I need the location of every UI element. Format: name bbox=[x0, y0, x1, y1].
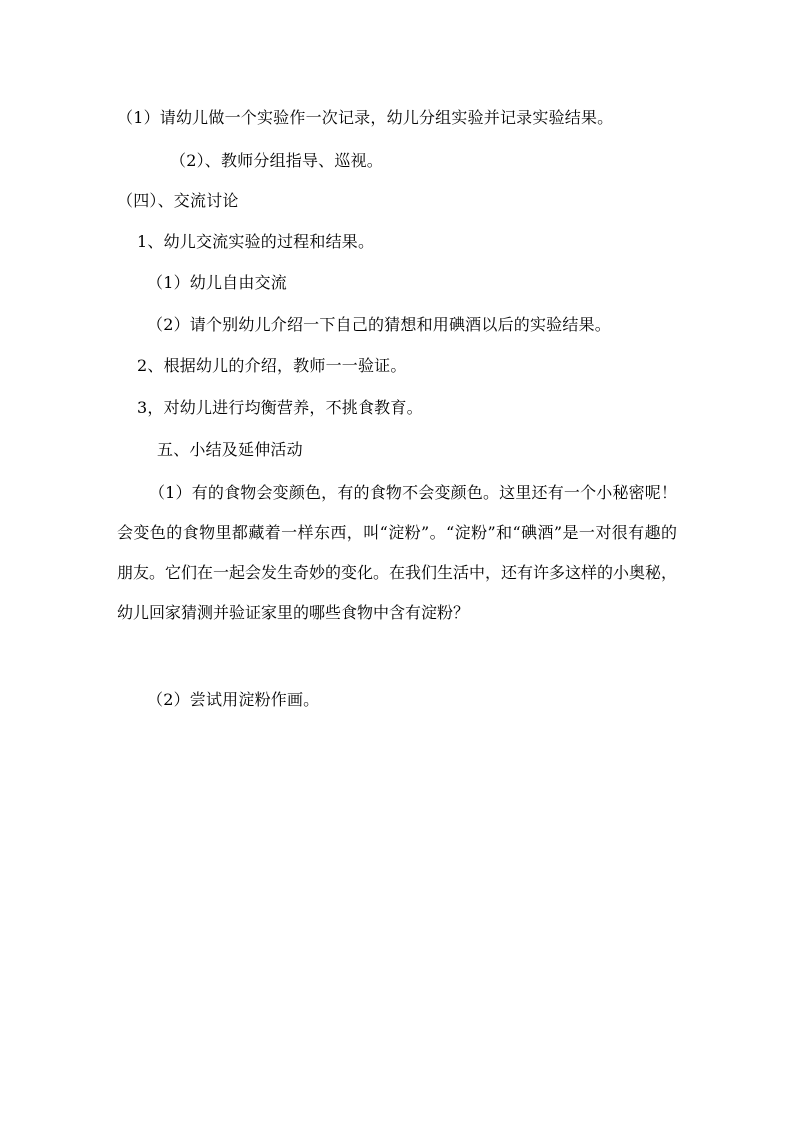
subitem-individual-introduction: （2）请个别幼儿介绍一下自己的猜想和用碘酒以后的实验结果。 bbox=[147, 315, 611, 334]
section-heading-summary: 五、小结及延伸活动 bbox=[157, 440, 303, 459]
extension-activity-line: （2）尝试用淀粉作画。 bbox=[147, 690, 320, 709]
section-heading-discussion: （四）、交流讨论 bbox=[117, 191, 239, 210]
step-record-experiment: （1）请幼儿做一个实验作一次记录，幼儿分组实验并记录实验结果。 bbox=[117, 108, 614, 127]
item-nutrition-education: 3，对幼儿进行均衡营养，不挑食教育。 bbox=[137, 398, 423, 417]
summary-paragraph: （1）有的食物会变颜色，有的食物不会变颜色。这里还有一个小秘密呢！会变色的食物里都藏着一样东西，叫“淀粉”。“淀粉”和“碘酒”是一对很有趣的朋友。它们在一起会发生奇妙的变化。在我们生活中，还有许多这样的小奥秘，幼儿回家猜测并验证家里的哪些食物中含有淀粉？ bbox=[117, 483, 678, 622]
subitem-free-exchange: （1）幼儿自由交流 bbox=[147, 273, 287, 292]
step-teacher-guidance: （2）、教师分组指导、巡视。 bbox=[170, 151, 383, 170]
item-teacher-verify: 2、根据幼儿的介绍，教师一一验证。 bbox=[137, 356, 407, 375]
item-exchange-results: 1、幼儿交流实验的过程和结果。 bbox=[137, 232, 375, 251]
